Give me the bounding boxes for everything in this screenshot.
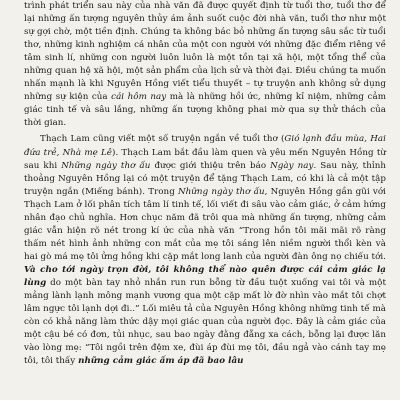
text-run: Và cho tới ngày trọn đời, tôi không thể nào quên được cái cảm giác lạ lùng (24, 264, 386, 288)
text-run: Gió lạnh đầu mùa, Hai đứa trẻ, Nhà mẹ Lê (24, 134, 386, 158)
text-run: Ngày nay (270, 160, 314, 171)
paragraph (24, 0, 386, 130)
text-run: , Nguyên Hồng gần gũi với Thạch Lam ở lối phân tích tâm lí tinh tế, lối viết đi sâu vào cảm giác, ở cảm hứng nhân đạo chủ nghĩa. Hơn chục năm đã trôi qua mà những ấn tượng, những cảm giác vẫn hiện rõ nét trong kí ức của nhà văn “Trong hồn tôi mãi mãi rõ ràng thấm nét hình ảnh những con mắt của mẹ tôi sáng lên niềm người thổi kèn và hai gò má mẹ tôi ửng hồng khi cặp mắt long lanh của người đàn ông nọ chiếu tới. (24, 186, 387, 262)
text-run: những cảm giác ấm áp đã bao lâu (78, 356, 244, 367)
text-run: Những ngày thơ ấu (177, 186, 265, 197)
text-run: Thạch Lam cũng viết một số truyện ngắn về tuổi thơ ( (40, 134, 285, 145)
paragraph (24, 133, 386, 368)
text-run: ). Thạch Lam bắt đầu làm quen và yêu mến Nguyên Hồng từ sau khi (24, 147, 386, 171)
text-run: do một bàn tay nhỏ nhắn run run bỗng từ đầu tuột xuống vai tôi và một mảng lành lạnh mông mạnh vương qua một cặp mất lờ đờ nhìn vào mắt tôi chợt lâm ngực tôi lạnh dợi đi..” Lối miêu tả của Nguyên Hồng không những tinh tế mà còn có khả năng làm thức dậy mọi giác quan của người đọc. Đây là cảm giác của một cậu bé có đơn, tủi nhục, sau bao ngày đằng đẵng xa cách, bỗng lại được lăn vào lòng mẹ: “Tôi ngồi trên đệm xe, đùi áp đùi mẹ tôi, đầu ngả vào cánh tay mẹ tôi, tôi thấy (24, 277, 386, 367)
text-run: được giới thiệu trên báo (150, 160, 271, 171)
text-run: . Sau này, thỉnh thoảng Nguyên Hồng lại có một truyện để tặng Thạch Lam, có khi là cả một tập truyện ngắn (Miếng bánh). Trong (24, 160, 386, 197)
text-run: Những ngày thơ ấu (61, 160, 151, 171)
text-run: cái hôm nay (111, 92, 167, 103)
text-run: trình phát triển sau này của nhà văn đã được quyết định từ tuổi thơ, tuổi thơ để lại những ấn tượng nguyên thủy ám ảnh suốt cuộc đời nhà văn, tuổi thơ như một sự gợi chờ, một tiền định. Chúng ta không bác bỏ những ấn tượng sâu sắc từ tuổi thơ, những kinh nghiệm cá nhân của một con người với những đặc điểm riêng về tâm sinh lí, những con người luôn luôn là một tồn tại xã hội, một tổng thể của những quan hệ xã hội, một sản phẩm của lịch sử và thời đại. Điều chúng ta muốn nhấn mạnh là khi Nguyên Hồng viết tiểu thuyết – tự truyện anh không sử dụng những sự kiện của (24, 1, 386, 103)
text-run: mà là những hồi ức, những kỉ niệm, những cảm giác tinh tế và sâu lắng, những ấn tượng không phai mờ qua sự thử thách của thời gian. (24, 92, 386, 129)
